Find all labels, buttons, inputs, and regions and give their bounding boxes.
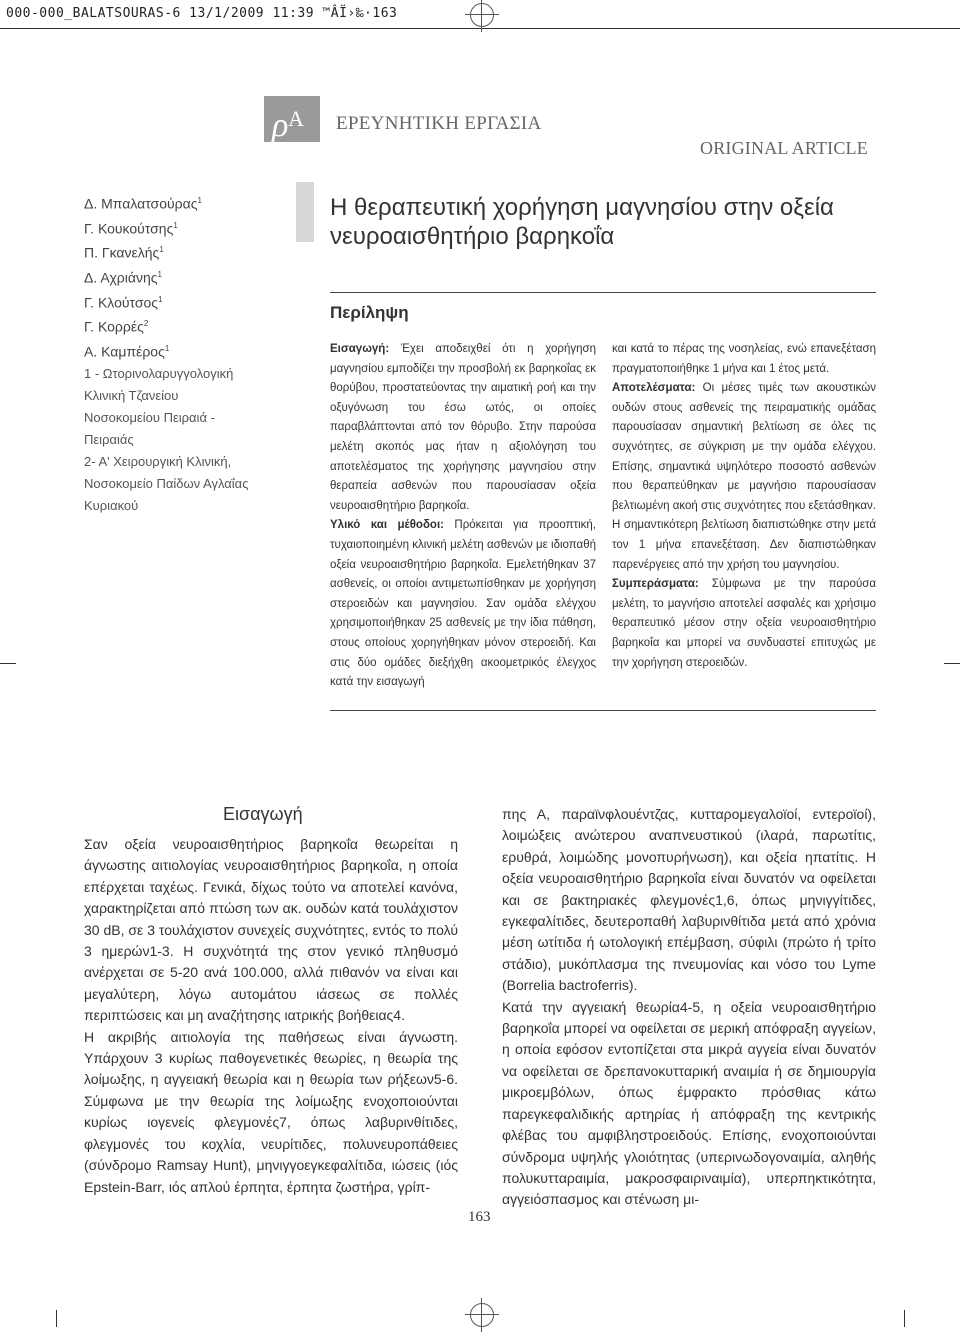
abstract-heading: Περίληψη [330, 303, 409, 322]
affiliation-line: Νοσοκομείο Παίδων Αγλαΐας [84, 475, 249, 491]
abstract-paragraph: και κατά το πέρας της νοσηλείας, ενώ επανεξέταση πραγματοποιήθηκε 1 μήνα και 1 έτος μετά. [612, 343, 876, 375]
section-label: ΕΡΕΥΝΗΤΙΚΗ ΕΡΓΑΣΙΑ [336, 113, 542, 134]
intro-heading: Εισαγωγή [223, 804, 303, 824]
author-name: Π. Γκανελής$^1$ [84, 244, 164, 261]
author-name: Γ. Κλούτσος$^1$ [84, 294, 163, 311]
abstract-top-rule [330, 292, 876, 293]
body-paragraph: Η ακριβής αιτιολογία της παθήσεως είναι άγνωστη. Υπάρχουν 3 κυρίως παθογενετικές θεωρίες, η θεωρία της λοίμωξης, η αγγειακή θεωρία και η θεωρία των ρήξεων5-6. Σύμφωνα με την θεωρία της λοίμωξης ενοχοποιούνται κυρίως ιογενείς φλεγμονές7, όπως λαβυρινθίτιδες, φλεγμονές του κοχλία, νευρίτιδες, πολυνευροπάθειες (σύνδρομο Ramsay Hunt), μηνιγγοεγκεφαλίτιδα, ιώσεις (ιός Epstein-Barr, ιός απλού έρπητα, έρπητα ζωστήρα, γρίπ- [84, 1028, 458, 1195]
crop-mark [0, 663, 16, 664]
abstract-paragraph: Αποτελέσματα: Οι μέσες τιμές των ακουστικών ουδών στους ασθενείς της πειραματικής ομάδας παρουσίασαν σημαντική βελτίωση σε όλες τις συχνότητες, σε σύγκριση με την ομάδα ελέγχου. Επίσης, σημαντικά υψηλότερο ποσοστό ασθενών που θεραπεύθηκαν με μαγνήσιο παρουσίασαν βελτιωμένη ακοή στις συχνότητες που εξετάσθηκαν. Η σημαντικότερη βελτίωση διαπιστώθηκε στην μετά τον 1 μήνα επανεξέταση. Δεν διαπιστώθηκαν παρενέργειες από την χρήση του μαγνησίου. [612, 382, 876, 571]
author-name: Α. Καμπέρος$^1$ [84, 343, 170, 360]
svg-text:Α: Α [288, 106, 304, 131]
title-accent-bar [296, 182, 314, 242]
title-line: Η θεραπευτική χορήγηση μαγνησίου στην οξεία [330, 194, 834, 221]
page-number: 163 [468, 1209, 491, 1225]
article-type-label: ORIGINAL ARTICLE [700, 138, 868, 158]
author-name: Δ. Μπαλατσούρας$^1$ [84, 195, 202, 212]
body-paragraph: Σαν οξεία νευροαισθητήριος βαρηκοΐα θεωρείται η άγνωστης αιτιολογίας νευροαισθητήριος βαρηκοΐα, η οποία επέρχεται ταχέως. Γενικά, δίχως τούτο να αποτελεί κανόνα, χαρακτηρίζεται από πτώση των ακ. ουδών κατά τουλάχιστον 30 dB, σε 3 τουλάχιστον συνεχείς συχνότητες, εντός το πολύ 3 ημερών1-3. Η συχνότητά της στον γενικό πληθυσμό ανέρχεται σε 5-20 ανά 100.000, αλλά πιθανόν να είναι και μεγαλύτερη, λόγω αυτομάτου ιάσεως σε πολλές περιπτώσεις και μη αναζήτησης ιατρικής βοήθειας4. [84, 836, 458, 1024]
print-slug: 000-000_BALATSOURAS-6 13/1/2009 11:39 ™ÂÏ›‰·163 [6, 6, 398, 21]
crop-mark [904, 1310, 905, 1327]
author-name: Δ. Αχριάνης$^1$ [84, 269, 162, 286]
affiliation-line: Κυριακού [84, 497, 139, 513]
crop-mark [944, 663, 960, 664]
abstract-left-column [330, 340, 596, 693]
registration-mark-top [465, 0, 499, 32]
body-paragraph: Κατά την αγγειακή θεωρία4-5, η οξεία νευροαισθητήριο βαρηκοΐα μπορεί να οφείλεται σε μερική απόφραξη αγγείων, η οποία εφόσον εντοπίζεται στα μικρά αγγεία είναι δυνατόν να οφείλεται σε δρεπανοκυτταρική αναιμία ή σε δημιουργία μικροεμβόλων, όπως έμφρακτο πρόσθιας κάτω παρεγκεφαλιδικής αρτηρίας ή απόφραξη της κεντρικής φλέβας του αμφιβληστροειδούς. Επίσης, ενοχοποιούνται σύνδρομα υψηλής γλοιότητας (υπερινωδογοναιμία, αληθής πολυκυτταραιμία, μακροσφαιριναιμία), υπερπηκτικότητα, αγγειόσπασμος και στένωση μι- [502, 998, 876, 1208]
affiliation-line: Νοσοκομείου Πειραιά - [84, 409, 215, 425]
abstract-paragraph: Υλικό και μέθοδοι: Πρόκειται για προοπτική, τυχαιοποιημένη κλινική μελέτη ασθενών με ιδιοπαθή οξεία νευροαισθητήριο βαρηκοΐα. Εμελετήθηκαν 37 ασθενείς, οι οποίοι αντιμετωπίσθηκαν με χορήγηση στεροειδών και μαγνησίου. Σαν ομάδα ελέγχου χρησιμοποιήθηκαν 25 ασθενείς με την ίδια πάθηση, στους οποίους χορηγήθηκαν μόνον στεροειδή. Και στις δύο ομάδες διεξήχθη ακοομετρικός έλεγχος κατά την εισαγωγή [330, 519, 596, 689]
intro-left-column [84, 834, 458, 1198]
title-line: νευροαισθητήριο βαρηκοΐα [330, 223, 615, 250]
author-list [84, 190, 284, 363]
svg-text:ρ: ρ [272, 107, 289, 142]
body-paragraph: πης Α, παραϊνφλουέντζας, κυτταρομεγαλοϊοί, εντεροϊοί), λοιμώξεις ανώτερου αναπνευστικού (ιλαρά, παρωτίτις, ερυθρά, λοιμώδης μονοπυρήνωση), και οξεία ηπατίτις. Η οξεία νευροαισθητήριο βαρηκοΐα είναι δυνατόν να οφείλεται και σε βακτηριακές φλεγμονές1,6, όπως μηνιγγίτιδες, εγκεφαλίτιδες, δευτεροπαθή λαβυρινθίτιδα μετά από χρόνια μέση ωτίτιδα ή ωτολογική επέμβαση, σύφιλι (πρώτο ή τρίτο στάδιο), μυκόπλασμα της πνευμονίας και νόσο του Lyme (Borrelia bactroferris). [502, 806, 876, 994]
affiliation-line: 1 - Ωτορινολαρυγγολογική [84, 365, 234, 381]
affiliation-list [84, 363, 284, 517]
affiliation-line: Πειραιάς [84, 431, 134, 447]
journal-logo [264, 96, 320, 142]
abstract-paragraph: Εισαγωγή: Έχει αποδειχθεί ότι η χορήγηση μαγνησίου εμποδίζει την προσβολή εκ βαρηκοΐας εκ θορύβου, προστατεύοντας την αιματική ροή και την οξυγόνωση του έσω ωτός, οι οποίες παραβλάπτονται από τον θόρυβο. Στην παρούσα μελέτη σκοπός μας ήταν η αξιολόγηση του αποτελέσματος της χορήγησης μαγνησίου στην θεραπεία ασθενών που παρουσίασαν οξεία νευροαισθητήριο βαρηκοΐα. [330, 343, 596, 512]
abstract-right-column [612, 340, 876, 673]
author-name: Γ. Κορρές$^2$ [84, 318, 149, 335]
intro-right-column [502, 804, 876, 1211]
article-title [330, 193, 870, 251]
affiliation-line: Κλινική Τζανείου [84, 387, 179, 403]
affiliation-line: 2- Α' Χειρουργική Κλινική, [84, 453, 232, 469]
abstract-bottom-rule [330, 710, 876, 711]
author-name: Γ. Κουκούτσης$^1$ [84, 220, 178, 237]
author-block [84, 190, 284, 517]
abstract-paragraph: Συμπεράσματα: Σύμφωνα με την παρούσα μελέτη, το μαγνήσιο αποτελεί ασφαλές και χρήσιμο θεραπευτικό μέσον στην οξεία νευροαισθητήριο βαρηκοΐα και μπορεί να συνδυαστεί επιτυχώς με την χορήγηση στεροειδών. [612, 578, 876, 669]
crop-mark [56, 1310, 57, 1327]
